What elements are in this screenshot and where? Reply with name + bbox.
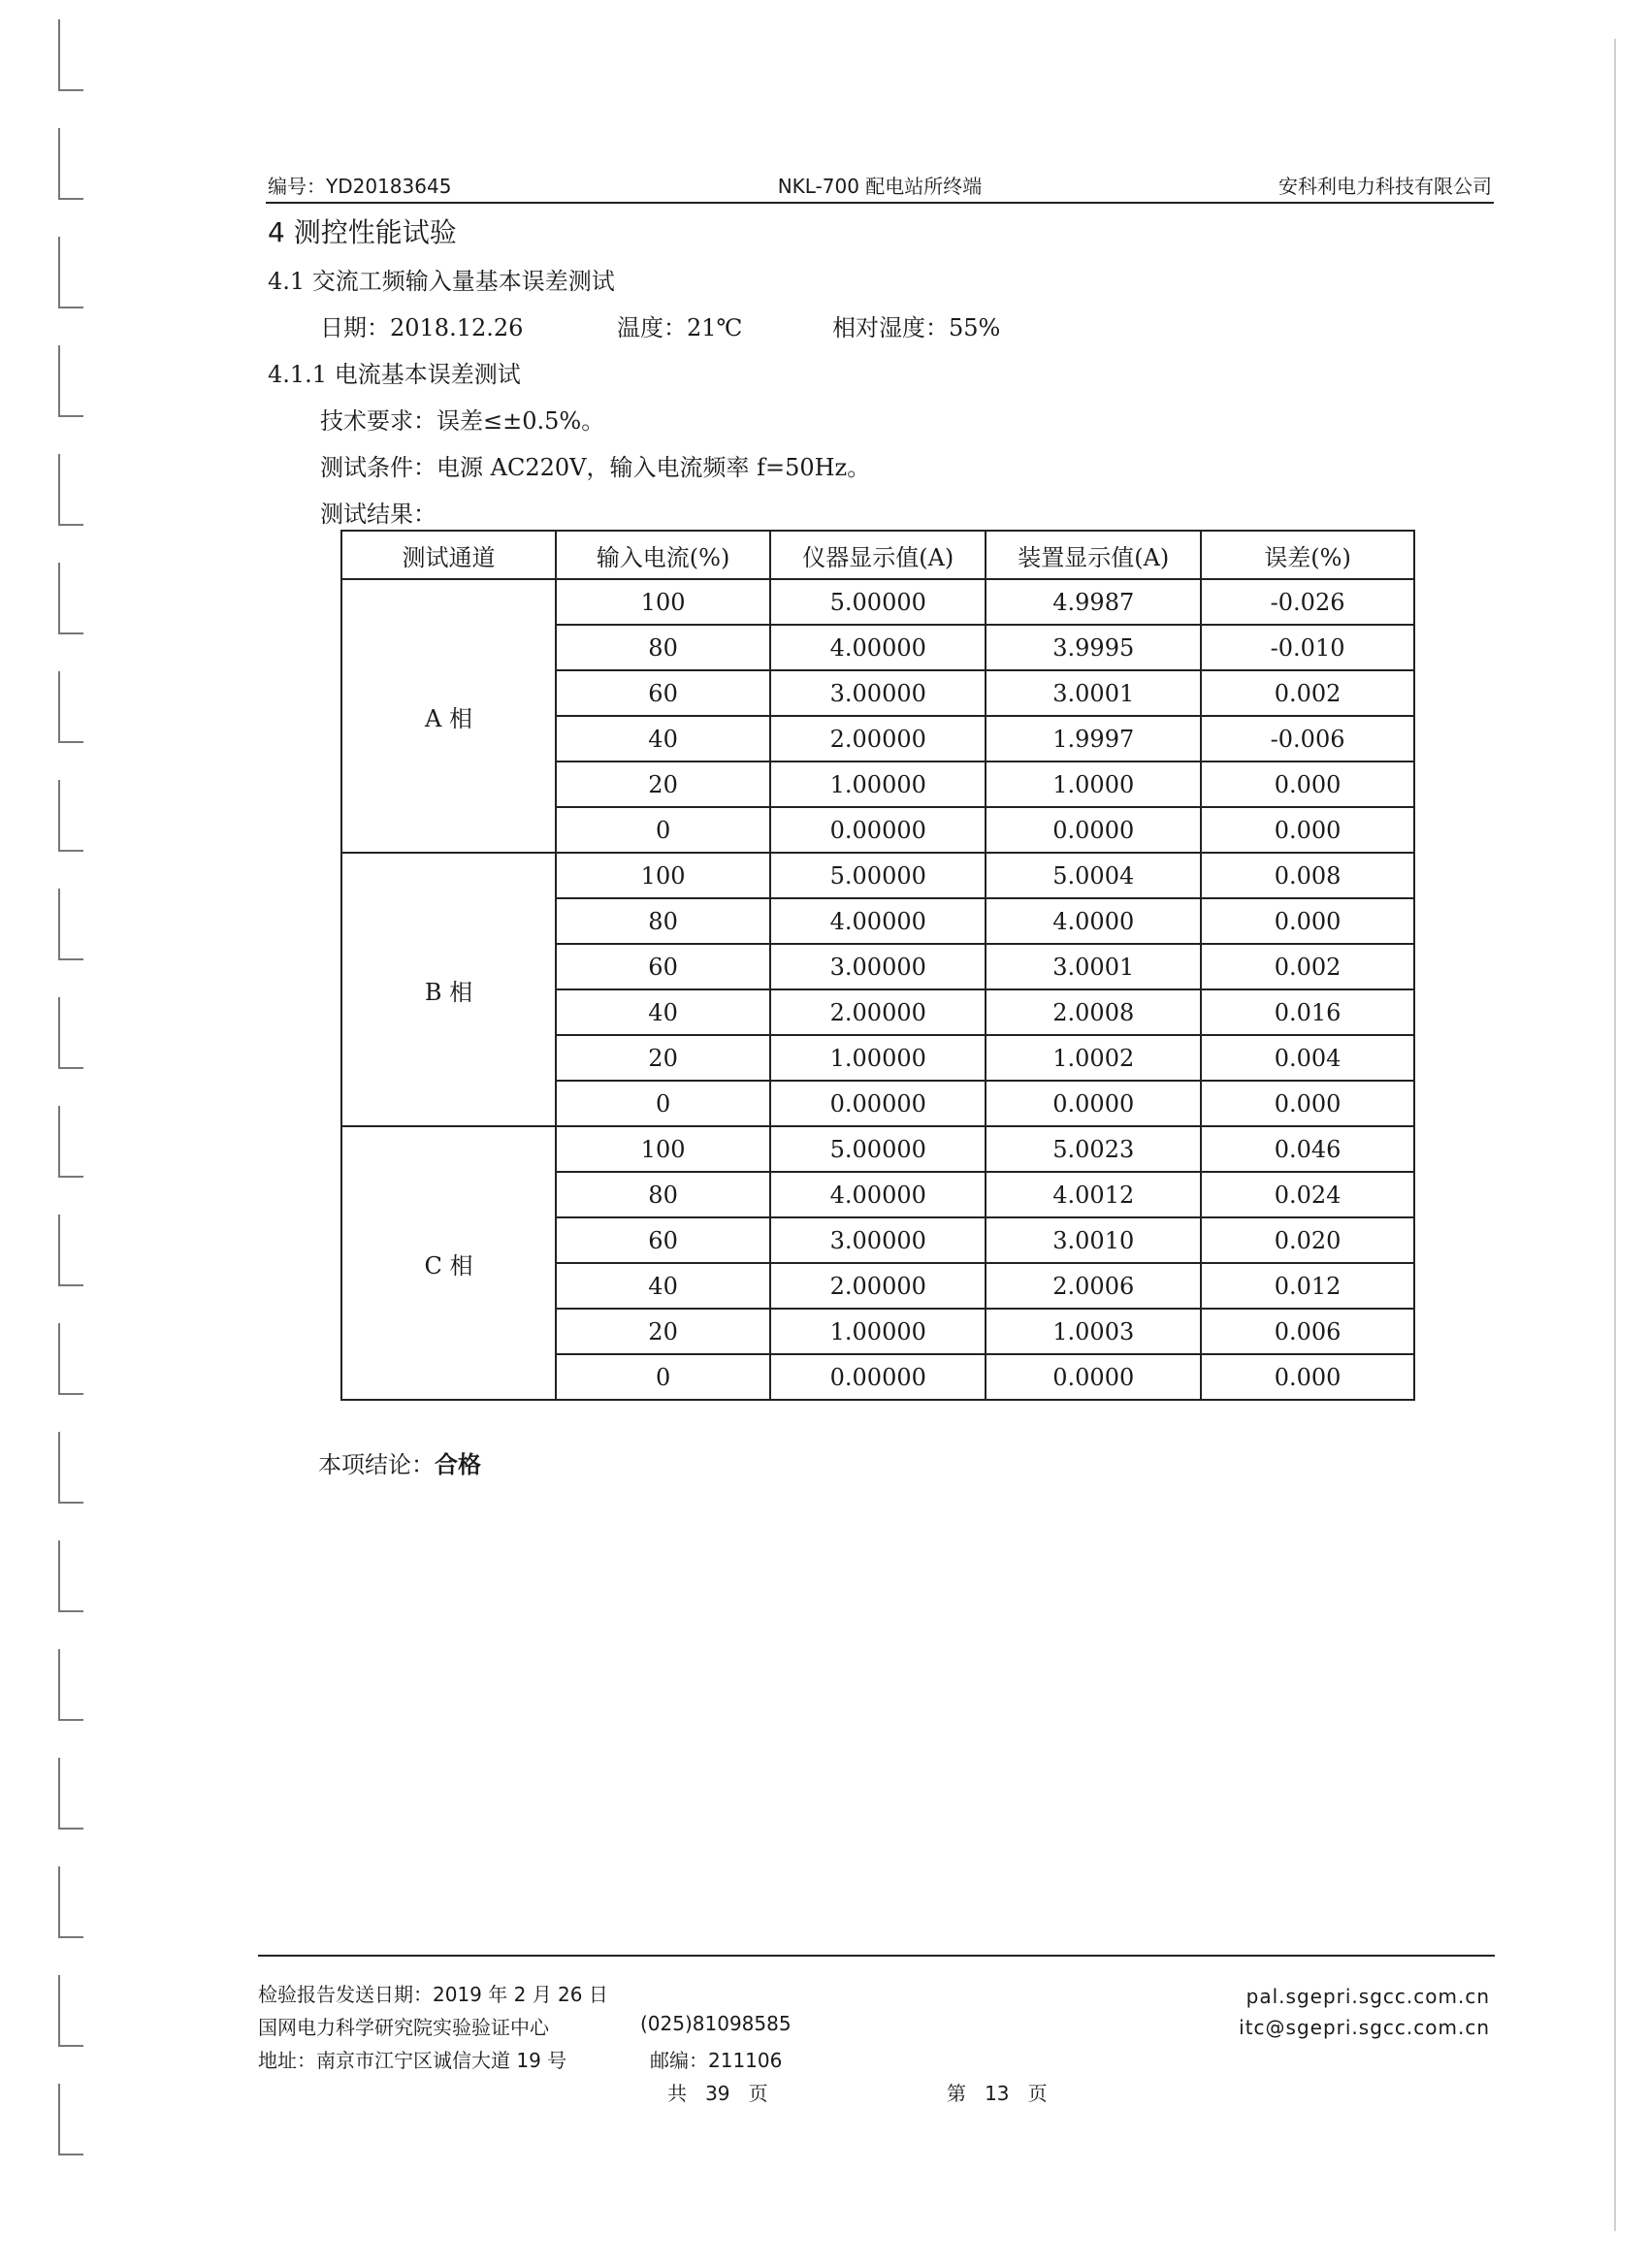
cell-device-value: 5.0023 [986, 1126, 1201, 1172]
conclusion-label: 本项结论： [318, 1451, 435, 1478]
cell-device-value: 1.9997 [986, 716, 1201, 761]
binding-margin-marks [50, 19, 89, 2241]
col-header-input-current: 输入电流(%) [556, 531, 770, 579]
test-condition: 测试条件：电源 AC220V，输入电流频率 f=50Hz。 [320, 454, 871, 481]
company-name: 安科利电力科技有限公司 [1278, 175, 1492, 198]
cell-instrument-value: 4.00000 [770, 625, 986, 670]
cell-device-value: 0.0000 [986, 1354, 1201, 1400]
report-number: 编号：YD20183645 [268, 175, 452, 198]
cell-error: -0.026 [1201, 579, 1414, 625]
cell-device-value: 0.0000 [986, 1081, 1201, 1126]
binding-mark [58, 1540, 83, 1612]
conclusion-result: 合格 [435, 1451, 481, 1478]
cell-instrument-value: 3.00000 [770, 1217, 986, 1263]
test-date: 日期：2018.12.26 [320, 314, 524, 341]
col-header-device-value: 装置显示值(A) [986, 531, 1201, 579]
cell-input-current: 20 [556, 761, 770, 807]
table-row [341, 1126, 1414, 1172]
phase-cell-b: B 相 [341, 853, 556, 1126]
binding-mark [58, 19, 83, 91]
col-header-instrument-value: 仪器显示值(A) [770, 531, 986, 579]
binding-mark [58, 997, 83, 1069]
page-header [266, 167, 1494, 204]
cell-input-current: 20 [556, 1309, 770, 1354]
postcode: 邮编：211106 [650, 2049, 783, 2072]
cell-input-current: 0 [556, 1354, 770, 1400]
conclusion [318, 1445, 481, 1479]
cell-instrument-value: 4.00000 [770, 898, 986, 944]
cell-instrument-value: 2.00000 [770, 716, 986, 761]
cell-error: 0.000 [1201, 761, 1414, 807]
cell-input-current: 0 [556, 807, 770, 853]
binding-mark [58, 780, 83, 852]
cell-device-value: 1.0000 [986, 761, 1201, 807]
binding-mark [58, 1323, 83, 1395]
binding-mark [58, 345, 83, 417]
col-header-error: 误差(%) [1201, 531, 1414, 579]
cell-device-value: 2.0008 [986, 989, 1201, 1035]
binding-mark [58, 1758, 83, 1830]
table-row [341, 579, 1414, 625]
cell-instrument-value: 5.00000 [770, 579, 986, 625]
binding-mark [58, 1866, 83, 1938]
binding-mark [58, 1106, 83, 1178]
address: 地址：南京市江宁区诚信大道 19 号 [258, 2049, 567, 2072]
binding-mark [58, 1215, 83, 1286]
cell-error: 0.000 [1201, 898, 1414, 944]
cell-instrument-value: 0.00000 [770, 1081, 986, 1126]
cell-instrument-value: 0.00000 [770, 807, 986, 853]
binding-mark [58, 454, 83, 526]
phase-cell-c: C 相 [341, 1126, 556, 1400]
cell-input-current: 100 [556, 579, 770, 625]
cell-error: 0.008 [1201, 853, 1414, 898]
cell-input-current: 40 [556, 989, 770, 1035]
cell-instrument-value: 1.00000 [770, 761, 986, 807]
cell-input-current: 60 [556, 944, 770, 989]
binding-mark [58, 889, 83, 960]
cell-error: 0.012 [1201, 1263, 1414, 1309]
table-row [341, 853, 1414, 898]
cell-instrument-value: 2.00000 [770, 989, 986, 1035]
cell-instrument-value: 1.00000 [770, 1309, 986, 1354]
cell-error: 0.002 [1201, 944, 1414, 989]
cell-error: 0.004 [1201, 1035, 1414, 1081]
cell-error: -0.010 [1201, 625, 1414, 670]
cell-device-value: 5.0004 [986, 853, 1201, 898]
cell-device-value: 4.0000 [986, 898, 1201, 944]
cell-error: 0.000 [1201, 807, 1414, 853]
test-temperature: 温度：21℃ [617, 314, 743, 341]
cell-device-value: 3.0001 [986, 670, 1201, 716]
cell-instrument-value: 0.00000 [770, 1354, 986, 1400]
binding-mark [58, 2084, 83, 2155]
cell-input-current: 100 [556, 1126, 770, 1172]
table-header-row [341, 531, 1414, 579]
cell-error: 0.002 [1201, 670, 1414, 716]
cell-error: 0.024 [1201, 1172, 1414, 1217]
col-header-channel: 测试通道 [341, 531, 556, 579]
cell-error: 0.000 [1201, 1081, 1414, 1126]
cell-error: 0.006 [1201, 1309, 1414, 1354]
test-result-label: 测试结果： [320, 501, 436, 528]
cell-instrument-value: 4.00000 [770, 1172, 986, 1217]
cell-device-value: 0.0000 [986, 807, 1201, 853]
email: itc@sgepri.sgcc.com.cn [1239, 2016, 1490, 2039]
cell-input-current: 40 [556, 716, 770, 761]
page-number: 第 13 页 [947, 2082, 1048, 2105]
binding-mark [58, 237, 83, 308]
binding-mark [58, 1649, 83, 1721]
cell-instrument-value: 1.00000 [770, 1035, 986, 1081]
current-error-table [340, 530, 1415, 1401]
cell-instrument-value: 3.00000 [770, 944, 986, 989]
cell-device-value: 3.0001 [986, 944, 1201, 989]
cell-instrument-value: 5.00000 [770, 853, 986, 898]
issuing-organization: 国网电力科学研究院实验验证中心 [258, 2016, 549, 2039]
technical-requirement: 技术要求：误差≤±0.5%。 [320, 407, 605, 435]
cell-input-current: 40 [556, 1263, 770, 1309]
cell-error: 0.000 [1201, 1354, 1414, 1400]
cell-input-current: 100 [556, 853, 770, 898]
cell-input-current: 60 [556, 1217, 770, 1263]
total-pages: 共 39 页 [667, 2082, 768, 2105]
right-edge-line [1614, 39, 1616, 2231]
subsection-title: 4.1 交流工频输入量基本误差测试 [268, 268, 615, 295]
cell-device-value: 4.9987 [986, 579, 1201, 625]
product-name: NKL-700 配电站所终端 [777, 175, 983, 198]
report-send-date: 检验报告发送日期：2019 年 2 月 26 日 [258, 1983, 608, 2006]
cell-input-current: 80 [556, 898, 770, 944]
cell-device-value: 1.0003 [986, 1309, 1201, 1354]
cell-input-current: 60 [556, 670, 770, 716]
binding-mark [58, 1975, 83, 2047]
cell-instrument-value: 3.00000 [770, 670, 986, 716]
cell-input-current: 80 [556, 1172, 770, 1217]
cell-error: 0.046 [1201, 1126, 1414, 1172]
cell-input-current: 80 [556, 625, 770, 670]
cell-instrument-value: 5.00000 [770, 1126, 986, 1172]
cell-input-current: 20 [556, 1035, 770, 1081]
subsubsection-title: 4.1.1 电流基本误差测试 [268, 361, 521, 388]
cell-input-current: 0 [556, 1081, 770, 1126]
cell-error: -0.006 [1201, 716, 1414, 761]
binding-mark [58, 671, 83, 743]
cell-device-value: 1.0002 [986, 1035, 1201, 1081]
cell-instrument-value: 2.00000 [770, 1263, 986, 1309]
cell-device-value: 2.0006 [986, 1263, 1201, 1309]
website: pal.sgepri.sgcc.com.cn [1245, 1985, 1490, 2008]
binding-mark [58, 563, 83, 634]
cell-device-value: 4.0012 [986, 1172, 1201, 1217]
footer-rule [258, 1955, 1495, 1957]
binding-mark [58, 1432, 83, 1504]
cell-error: 0.016 [1201, 989, 1414, 1035]
phone-number: (025)81098585 [640, 2012, 792, 2035]
section-title: 4 测控性能试验 [268, 216, 457, 248]
phase-cell-a: A 相 [341, 579, 556, 853]
cell-device-value: 3.9995 [986, 625, 1201, 670]
cell-error: 0.020 [1201, 1217, 1414, 1263]
cell-device-value: 3.0010 [986, 1217, 1201, 1263]
test-humidity: 相对湿度：55% [832, 314, 1001, 341]
binding-mark [58, 128, 83, 200]
